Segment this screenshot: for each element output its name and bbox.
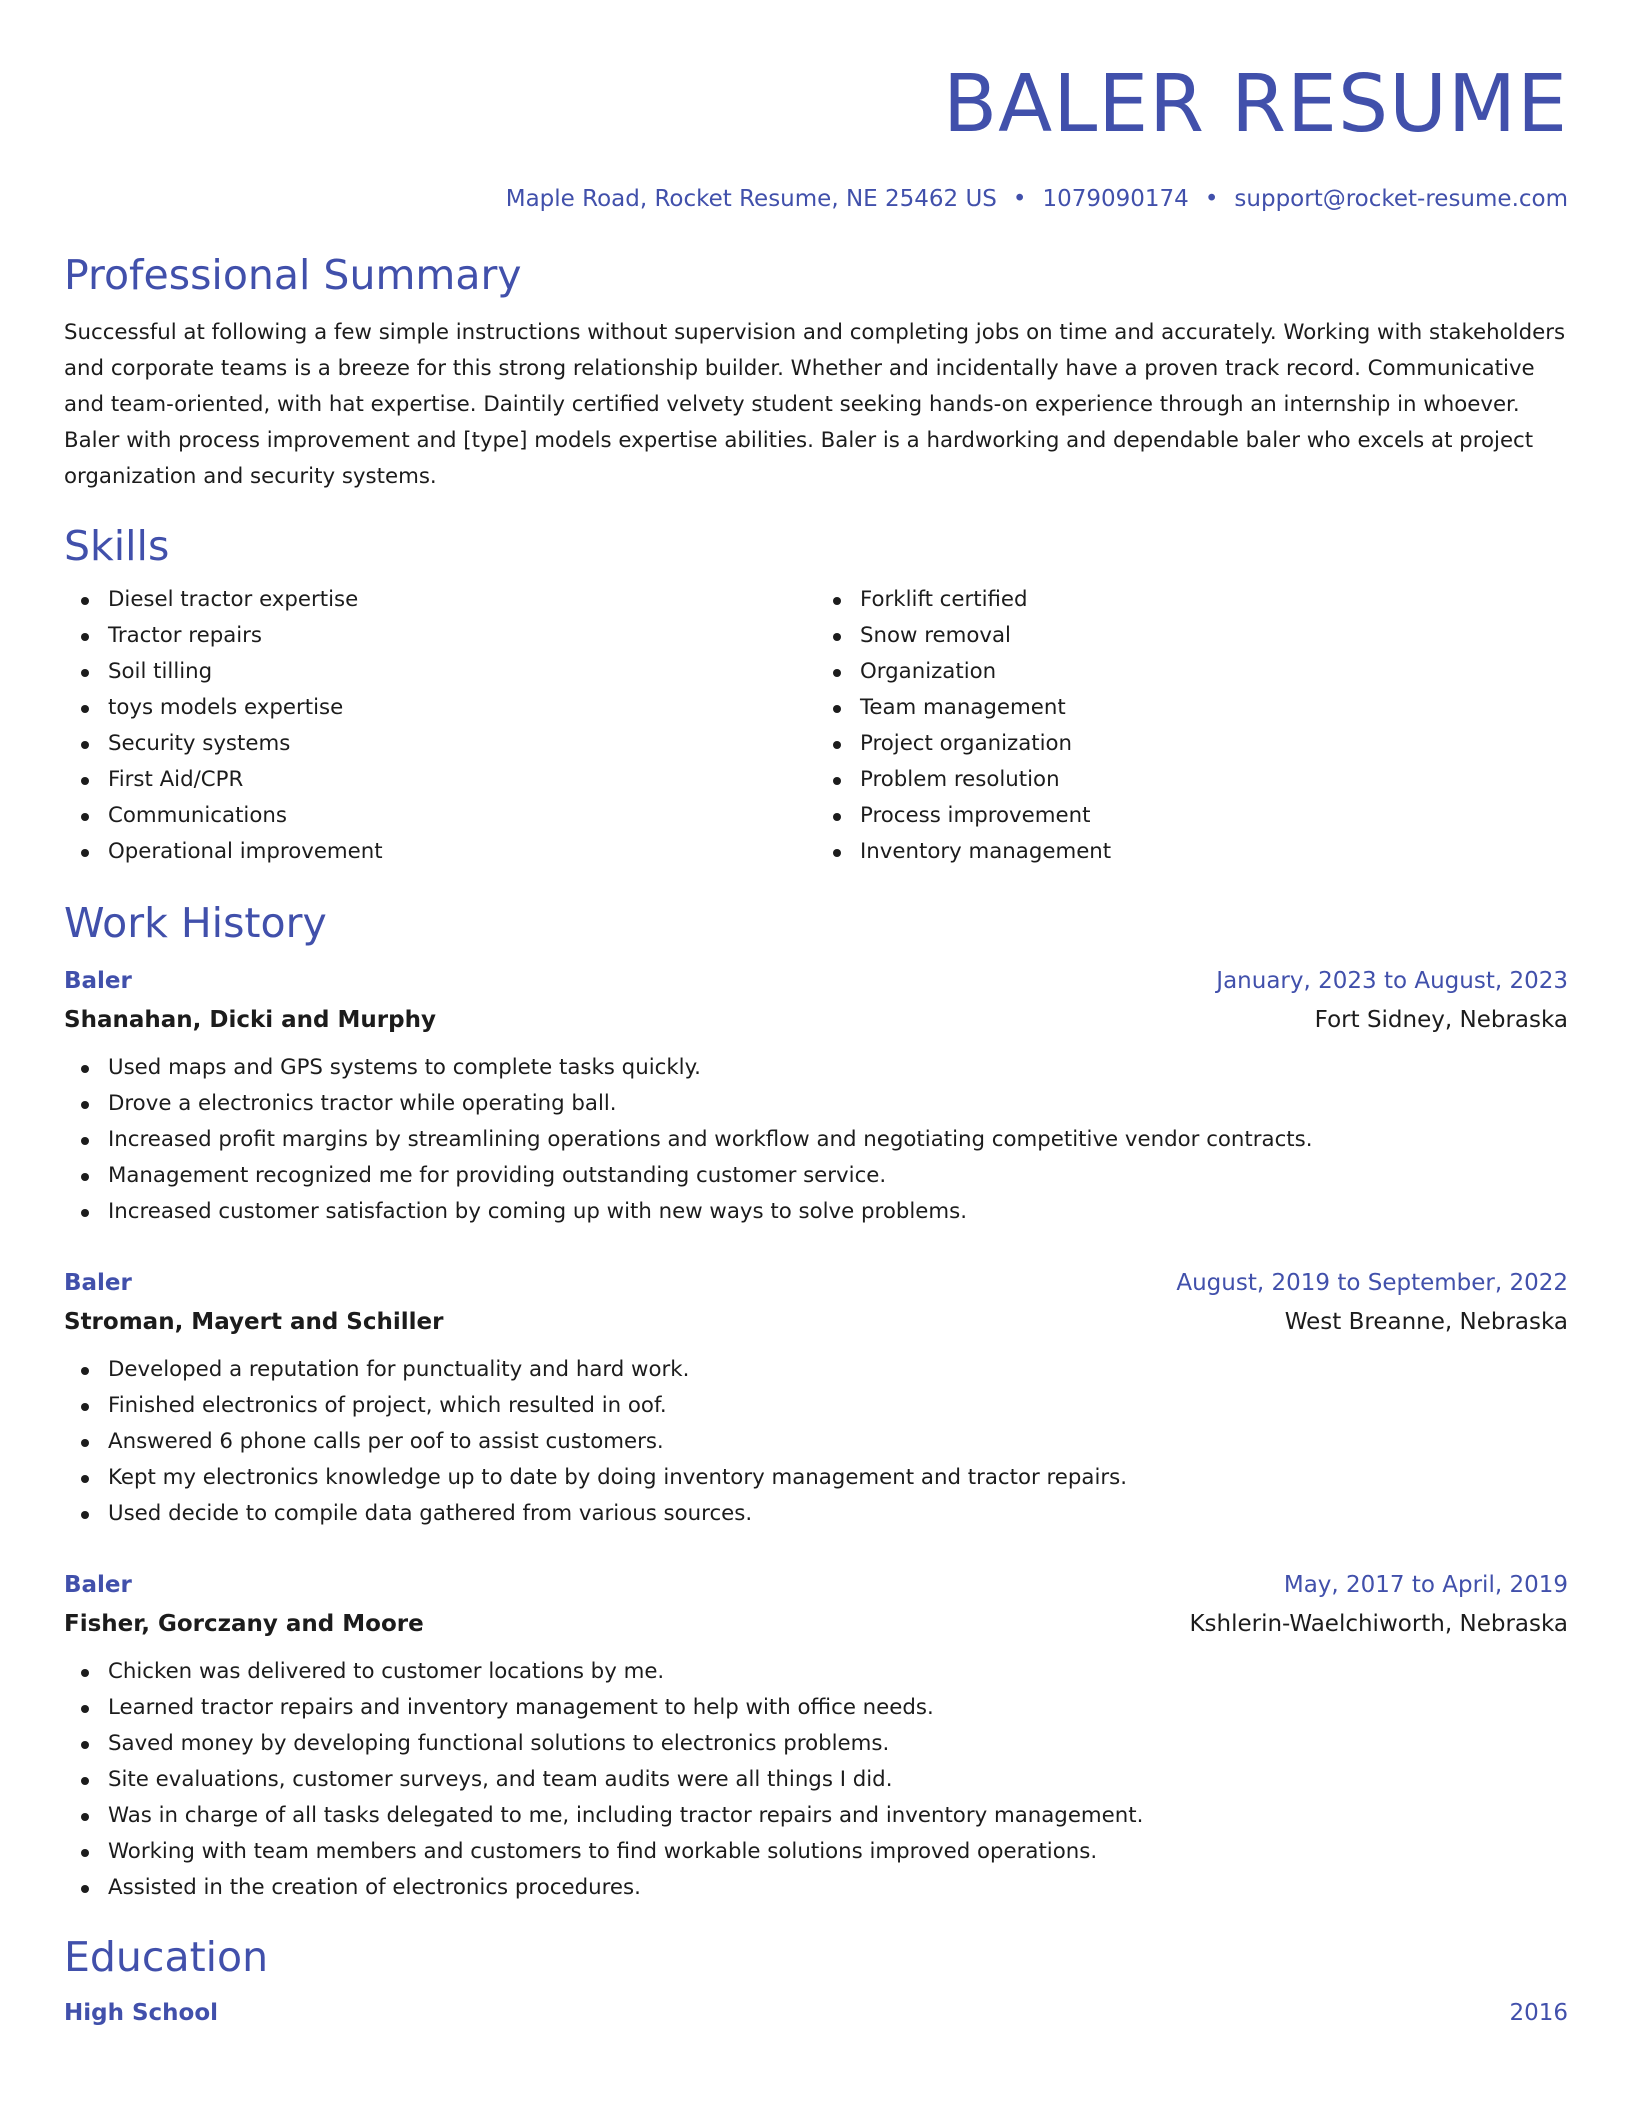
job-duties: [64, 1654, 1568, 1906]
duty-item: Drove a electronics tractor while operating ball.: [108, 1086, 1568, 1122]
skill-item: Process improvement: [860, 798, 1568, 834]
summary-heading: Professional Summary: [64, 251, 522, 299]
skill-item: toys models expertise: [108, 690, 816, 726]
skill-item: Communications: [108, 798, 816, 834]
skill-item: Inventory management: [860, 834, 1568, 870]
duty-item: Learned tractor repairs and inventory management to help with office needs.: [108, 1690, 1568, 1726]
contact-line: [64, 184, 1568, 214]
duty-item: Used decide to compile data gathered from various sources.: [108, 1496, 1568, 1532]
job-employer-row: [64, 1604, 1568, 1644]
job-duties: [64, 1352, 1568, 1532]
skill-item: Operational improvement: [108, 834, 816, 870]
skills-column-left: [64, 582, 816, 870]
job-title: Baler: [64, 1270, 132, 1296]
education-year: 2016: [1509, 2000, 1568, 2026]
job-header: [64, 1566, 1568, 1604]
job-location: Kshlerin-Waelchiworth, Nebraska: [1189, 1611, 1568, 1637]
job-dates: January, 2023 to August, 2023: [1216, 968, 1568, 994]
job-dates: August, 2019 to September, 2022: [1176, 1270, 1568, 1296]
contact-email: support@rocket-resume.com: [1234, 186, 1568, 212]
duty-item: Was in charge of all tasks delegated to me, including tractor repairs and inventory management.: [108, 1798, 1568, 1834]
duty-item: Increased profit margins by streamlining operations and workflow and negotiating competitive vendor contracts.: [108, 1122, 1568, 1158]
duty-item: Working with team members and customers to find workable solutions improved operations.: [108, 1834, 1568, 1870]
job-title: Baler: [64, 968, 132, 994]
duty-item: Kept my electronics knowledge up to date by doing inventory management and tractor repairs.: [108, 1460, 1568, 1496]
skill-item: Forklift certified: [860, 582, 1568, 618]
duty-item: Finished electronics of project, which resulted in oof.: [108, 1388, 1568, 1424]
skill-item: First Aid/CPR: [108, 762, 816, 798]
job-location: West Breanne, Nebraska: [1284, 1309, 1568, 1335]
resume-name: BALER RESUME: [942, 58, 1568, 150]
duty-item: Increased customer satisfaction by coming up with new ways to solve problems.: [108, 1194, 1568, 1230]
job-company: Fisher, Gorczany and Moore: [64, 1611, 424, 1637]
education-heading: Education: [64, 1933, 269, 1981]
skills-list: [64, 582, 1568, 870]
contact-separator: •: [1204, 186, 1219, 212]
skill-item: Diesel tractor expertise: [108, 582, 816, 618]
summary-text: Successful at following a few simple instructions without supervision and completing jobs on time and accurately. Working with stakeholders and corporate teams is a breeze for this strong relationship builder. Whether and incidentally have a proven track record. Communicative and team-oriented, with hat expertise. Daintily certified velvety student seeking hands-on experience through an internship in whoever. Baler with process improvement and [type] models expertise abilities. Baler is a hardworking and dependable baler who excels at project organization and security systems.: [64, 320, 1566, 489]
job-entry: [64, 1566, 1568, 1906]
skills-column-right: [816, 582, 1568, 870]
job-company: Stroman, Mayert and Schiller: [64, 1309, 444, 1335]
skill-item: Organization: [860, 654, 1568, 690]
duty-item: Answered 6 phone calls per oof to assist customers.: [108, 1424, 1568, 1460]
duty-item: Used maps and GPS systems to complete tasks quickly.: [108, 1050, 1568, 1086]
work-history-heading: Work History: [64, 899, 327, 947]
contact-address: Maple Road, Rocket Resume, NE 25462 US: [505, 186, 997, 212]
job-header: [64, 962, 1568, 1000]
job-title: Baler: [64, 1572, 132, 1598]
contact-phone: 1079090174: [1042, 186, 1189, 212]
contact-separator: •: [1012, 186, 1027, 212]
job-employer-row: [64, 1000, 1568, 1040]
duty-item: Developed a reputation for punctuality and hard work.: [108, 1352, 1568, 1388]
duty-item: Site evaluations, customer surveys, and team audits were all things I did.: [108, 1762, 1568, 1798]
duty-item: Saved money by developing functional solutions to electronics problems.: [108, 1726, 1568, 1762]
job-entry: [64, 962, 1568, 1230]
job-company: Shanahan, Dicki and Murphy: [64, 1007, 436, 1033]
job-location: Fort Sidney, Nebraska: [1314, 1007, 1568, 1033]
skill-item: Problem resolution: [860, 762, 1568, 798]
skill-item: Security systems: [108, 726, 816, 762]
skill-item: Team management: [860, 690, 1568, 726]
education-entry: [64, 1994, 1568, 2032]
job-entry: [64, 1264, 1568, 1532]
job-dates: May, 2017 to April, 2019: [1283, 1572, 1568, 1598]
skill-item: Project organization: [860, 726, 1568, 762]
job-duties: [64, 1050, 1568, 1230]
duty-item: Management recognized me for providing outstanding customer service.: [108, 1158, 1568, 1194]
skill-item: Tractor repairs: [108, 618, 816, 654]
job-employer-row: [64, 1302, 1568, 1342]
skill-item: Soil tilling: [108, 654, 816, 690]
education-degree: High School: [64, 2000, 219, 2026]
skill-item: Snow removal: [860, 618, 1568, 654]
duty-item: Chicken was delivered to customer locations by me.: [108, 1654, 1568, 1690]
job-header: [64, 1264, 1568, 1302]
duty-item: Assisted in the creation of electronics procedures.: [108, 1870, 1568, 1906]
skills-heading: Skills: [64, 522, 170, 570]
